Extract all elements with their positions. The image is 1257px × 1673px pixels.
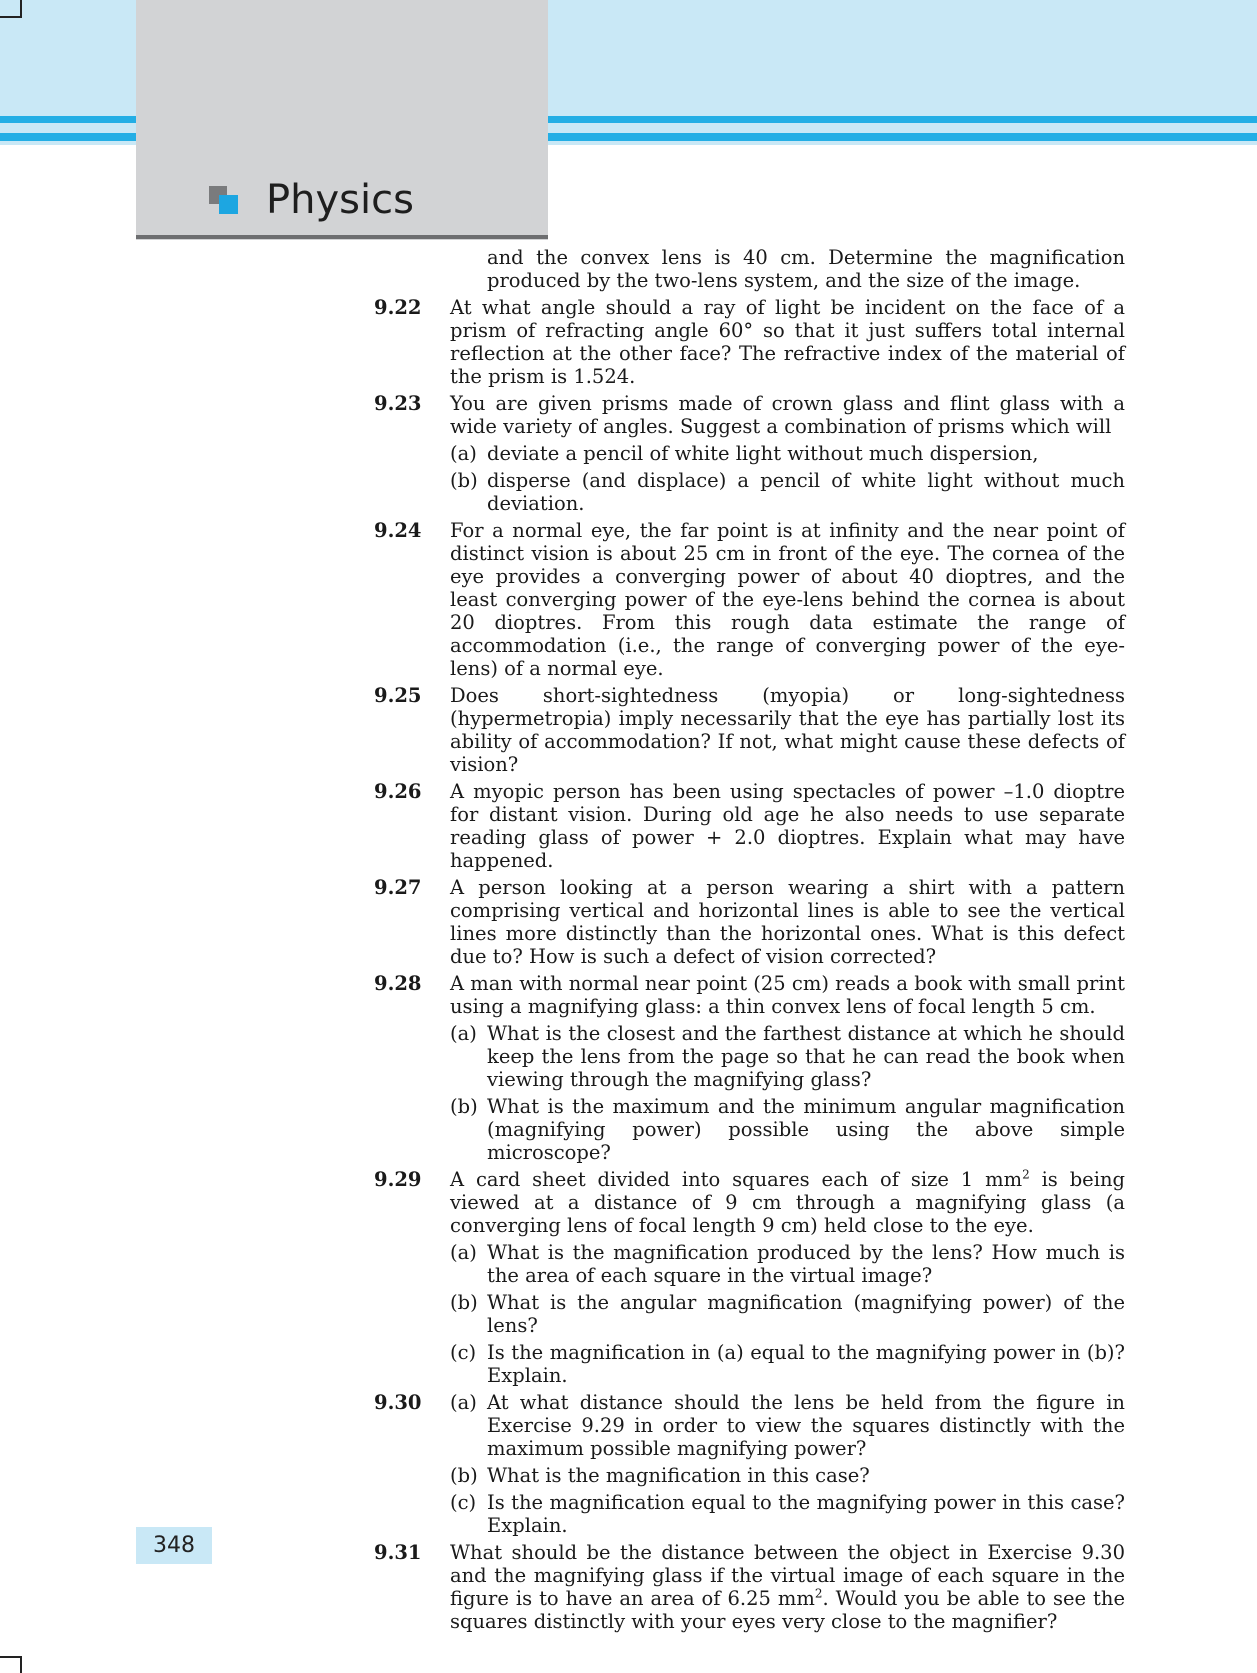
part-text: What is the closest and the farthest distance at which he should keep the lens from the page so that he can read the book when viewing through the magnifying glass? [487,1022,1125,1091]
part-label: (b) [450,1095,478,1118]
exercise-text-start: A card sheet divided into squares each of size 1 mm [450,1168,1023,1191]
exercise-9-29 [370,1168,1125,1387]
part-text: deviate a pencil of white light without much dispersion, [487,442,1039,465]
exercise-part [450,1341,1125,1387]
exercise-number: 9.22 [374,296,422,319]
crop-mark-top-left [0,16,22,18]
part-text: Is the magnification in (a) equal to the magnifying power in (b)? Explain. [487,1341,1125,1387]
exercise-text: At what angle should a ray of light be incident on the face of a prism of refracting angle 60° so that it just suffers total internal reflection at the other face? The refractive index of the material of the prism is 1.524. [450,296,1125,388]
exercise-9-30 [370,1391,1125,1537]
exercise-number: 9.27 [374,876,422,899]
exercise-9-28 [370,972,1125,1164]
exercise-text: For a normal eye, the far point is at infinity and the near point of distinct vision is about 25 cm in front of the eye. The cornea of the eye provides a converging power of about 40 dioptres, and the least converging power of the eye-lens behind the cornea is about 20 dioptres. From this rough data estimate the range of accommodation (i.e., the range of converging power of the eye-lens) of a normal eye. [450,519,1125,680]
part-label: (c) [450,1341,477,1364]
exercise-number: 9.24 [374,519,422,542]
part-text: What is the magnification in this case? [487,1464,870,1487]
part-label: (b) [450,1464,478,1487]
part-text: What is the maximum and the minimum angular magnification (magnifying power) possible using the above simple microscope? [487,1095,1125,1164]
exercise-9-27 [370,876,1125,968]
exercise-text: A man with normal near point (25 cm) reads a book with small print using a magnifying glass: a thin convex lens of focal length 5 cm. [450,972,1125,1018]
exercise-text: You are given prisms made of crown glass and flint glass with a wide variety of angles. Suggest a combination of prisms which will [450,392,1125,438]
exercise-part [450,469,1125,515]
crop-mark-bottom-left-vertical [20,1656,22,1673]
crop-mark-bottom-left [0,1656,22,1658]
exercise-text-end: . Would you be able to see the squares distinctly with your eyes very close to the magnifier? [450,1587,1125,1633]
exercise-number: 9.23 [374,392,422,415]
exercise-number: 9.28 [374,972,422,995]
exercise-part [450,1491,1125,1537]
exercise-part [450,1241,1125,1287]
part-text: At what distance should the lens be held from the figure in Exercise 9.29 in order to view the squares distinctly with the maximum possible magnifying power? [487,1391,1125,1460]
page-number: 348 [136,1527,212,1564]
crop-mark-top-left-vertical [20,0,22,18]
exercise-part [450,442,1125,465]
exercise-9-22 [370,296,1125,388]
exercise-9-23 [370,392,1125,515]
exercise-list [370,246,1125,1633]
exercise-number: 9.25 [374,684,422,707]
exercise-text: A person looking at a person wearing a shirt with a pattern comprising vertical and horizontal lines is able to see the vertical lines more distinctly than the horizontal ones. What is this defect due to? How is such a defect of vision corrected? [450,876,1125,968]
exercise-part [450,1464,1125,1487]
exercise-part [450,1391,1125,1460]
exercise-text-start: What should be the distance between the object in Exercise 9.30 and the magnifying glass if the virtual image of each square in the figure is to have an area of 6.25 mm [450,1541,1125,1610]
exercise-text [450,1168,1125,1237]
exercise-9-31 [370,1541,1125,1633]
superscript: 2 [1022,1167,1030,1182]
logo-square-blue-icon [219,195,238,214]
exercise-number: 9.29 [374,1168,422,1191]
part-label: (a) [450,442,477,465]
part-label: (b) [450,1291,478,1314]
continued-text: and the convex lens is 40 cm. Determine the magnification produced by the two-lens system, and the size of the image. [487,246,1125,292]
part-text: What is the magnification produced by the lens? How much is the area of each square in the virtual image? [487,1241,1125,1287]
exercise-part [450,1291,1125,1337]
exercise-number: 9.30 [374,1391,422,1414]
part-text: What is the angular magnification (magnifying power) of the lens? [487,1291,1125,1337]
header-rule [136,235,548,239]
exercise-part [450,1095,1125,1164]
part-text: disperse (and displace) a pencil of white light without much deviation. [487,469,1125,515]
exercise-9-26 [370,780,1125,872]
exercise-9-25 [370,684,1125,776]
exercise-text: Does short-sightedness (myopia) or long-sightedness (hypermetropia) imply necessarily that the eye has partially lost its ability of accommodation? If not, what might cause these defects of vision? [450,684,1125,776]
part-label: (c) [450,1491,477,1514]
exercise-number: 9.31 [374,1541,422,1564]
superscript: 2 [814,1586,823,1601]
part-label: (a) [450,1391,477,1414]
part-label: (a) [450,1022,477,1045]
exercise-9-24 [370,519,1125,680]
exercise-text: A myopic person has been using spectacles of power –1.0 dioptre for distant vision. During old age he also needs to use separate reading glass of power + 2.0 dioptres. Explain what may have happened. [450,780,1125,872]
part-label: (a) [450,1241,477,1264]
page-title: Physics [266,177,414,223]
exercise-number: 9.26 [374,780,422,803]
exercise-part [450,1022,1125,1091]
part-text: Is the magnification equal to the magnifying power in this case? Explain. [487,1491,1125,1537]
exercise-text [450,1541,1125,1633]
part-label: (b) [450,469,478,492]
exercise-text-end: is being viewed at a distance of 9 cm through a magnifying glass (a converging lens of focal length 9 cm) held close to the eye. [450,1168,1125,1237]
